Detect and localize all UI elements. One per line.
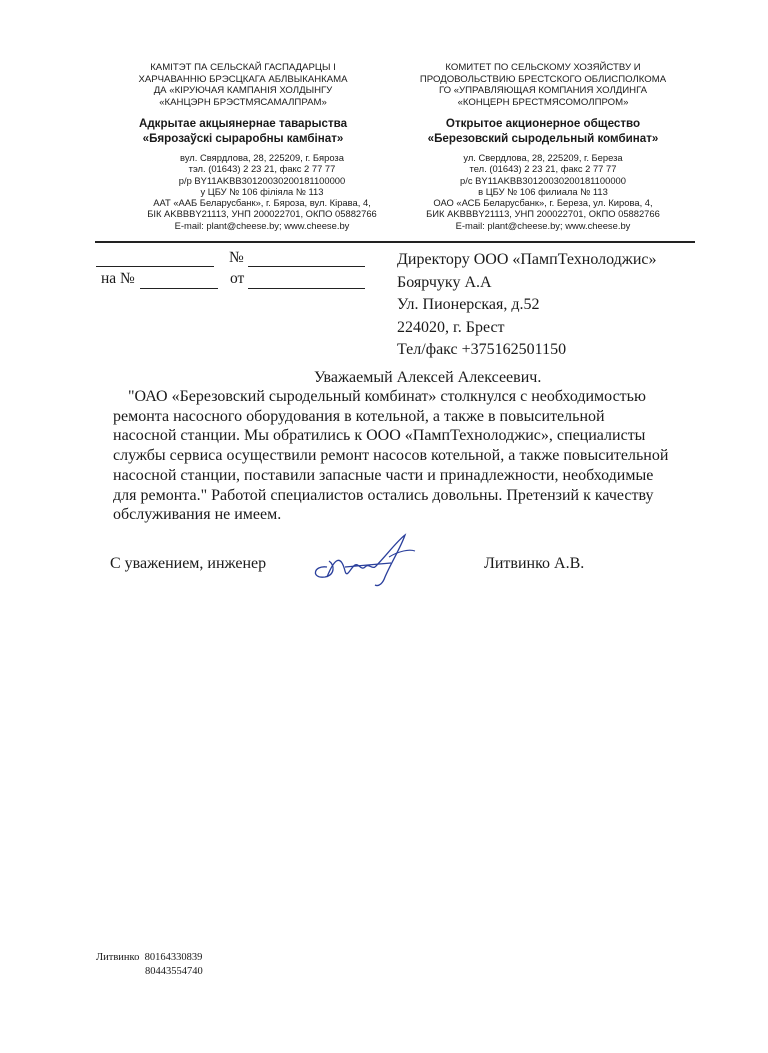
- footer-phone-2: 80443554740: [145, 965, 203, 977]
- letterhead-left-org: [93, 62, 393, 108]
- letterhead-left-detail-line: р/р BY11AKBB30120030200181100000: [178, 174, 346, 186]
- letterhead-right-details: [393, 152, 693, 231]
- letterhead-divider: [95, 241, 695, 243]
- letterhead-right-detail-line: тел. (01643) 2 23 21, факс 2 77 77: [469, 163, 617, 175]
- letterhead-right-detail-line: в ЦБУ № 106 филиала № 113: [478, 185, 608, 197]
- footer-line-1: [96, 951, 203, 965]
- letterhead-right-detail-line: ОАО «АСБ Беларусбанк», г. Береза, ул. Кирова, 4,: [433, 197, 653, 209]
- body-line: ремонта насосного оборудования в котельной, а также в повысительной: [113, 407, 605, 425]
- letterhead-left-detail-line: БІК AKBBBY21113, УНП 200022701, ОКПО 05882766: [147, 208, 377, 220]
- letterhead-left-org-line: КАМІТЭТ ПА СЕЛЬСКАЙ ГАСПАДАРЦЫ І: [150, 62, 336, 73]
- letterhead-right-detail-line: ул. Свердлова, 28, 225209, г. Береза: [463, 152, 623, 163]
- letterhead-left-detail-line: ААТ «ААБ Беларусбанк», г. Бяроза, вул. Кірава, 4,: [153, 197, 371, 209]
- footer-phone-1: 80164330839: [144, 952, 203, 963]
- recipient-line: Тел/факс +375162501150: [397, 341, 567, 358]
- number-value-line: [248, 266, 365, 267]
- letterhead-left-company-line: Адкрытае акцыянернае таварыства: [138, 117, 348, 130]
- contact-footer: [96, 951, 203, 978]
- handwritten-signature: [305, 527, 420, 592]
- letterhead-left-org-line: ХАРЧАВАННЮ БРЭСЦКАГА АБЛВЫКАНКАМА: [138, 73, 348, 85]
- letterhead-left-company-line: «Бярозаўскі сыраробны камбінат»: [142, 131, 344, 145]
- letterhead-left-detail-line: у ЦБУ № 106 філіяла № 113: [200, 185, 324, 197]
- letterhead-left-org-line: «КАНЦЭРН БРЭСТМЯСАМАЛПРАМ»: [159, 96, 327, 108]
- body-line: "ОАО «Березовский сыродельный комбинат» столкнулся с необходимостью: [128, 388, 646, 405]
- signature-label: С уважением, инженер: [110, 555, 267, 572]
- footer-contact-name: Литвинко: [96, 952, 140, 963]
- to-number-label: на №: [101, 270, 135, 287]
- to-number-line: [140, 288, 218, 289]
- body-line: насосной станции, поставили запасные части и принадлежности, необходимые: [113, 466, 654, 484]
- letterhead-left-detail-line: тэл. (01643) 2 23 21, факс 2 77 77: [188, 163, 336, 175]
- recipient-line: Директору ООО «ПампТехнолоджис»: [397, 251, 657, 268]
- letterhead-right: [393, 62, 693, 231]
- letterhead-right-org-line: ГО «УПРАВЛЯЮЩАЯ КОМПАНИЯ ХОЛДИНГА: [438, 85, 648, 96]
- letterhead-right-org: [393, 62, 693, 108]
- letterhead-right-detail-line: E-mail: plant@cheese.by; www.cheese.by: [455, 219, 631, 231]
- from-date-line: [248, 288, 365, 289]
- from-label: от: [230, 270, 245, 287]
- body-line: обслуживания не имеем.: [113, 506, 282, 524]
- letterhead-right-org-line: КОМИТЕТ ПО СЕЛЬСКОМУ ХОЗЯЙСТВУ И: [445, 62, 641, 73]
- body-line: для ремонта." Работой специалистов остались довольны. Претензий к качеству: [113, 486, 654, 504]
- letterhead-right-detail-line: р/с BY11AKBB30120030200181100000: [460, 174, 626, 186]
- letterhead-right-org-line: «КОНЦЕРН БРЕСТМЯСОМОЛПРОМ»: [457, 96, 629, 108]
- letter-body: [113, 387, 728, 525]
- signatory-name: Литвинко А.В.: [484, 555, 585, 572]
- letterhead-left-details: [93, 152, 393, 231]
- letterhead-left-detail-line: вул. Свярдлова, 28, 225209, г. Бяроза: [180, 152, 344, 163]
- number-sign: №: [229, 249, 244, 266]
- letterhead-right-org-line: ПРОДОВОЛЬСТВИЮ БРЕСТСКОГО ОБЛИСПОЛКОМА: [419, 73, 667, 85]
- salutation: Уважаемый Алексей Алексеевич.: [314, 369, 542, 386]
- recipient-line: 224020, г. Брест: [397, 318, 505, 336]
- letterhead-right-company-line: Открытое акционерное общество: [445, 117, 641, 130]
- recipient-block: [397, 249, 657, 362]
- letterhead-right-detail-line: БИК AKBBBY21113, УНП 200022701, ОКПО 05882766: [426, 208, 660, 220]
- outgoing-number-line: [96, 266, 214, 267]
- recipient-line: Ул. Пионерская, д.52: [397, 296, 540, 313]
- letterhead-left: [93, 62, 393, 231]
- letterhead-right-company: [393, 117, 693, 146]
- letterhead-left-company: [93, 117, 393, 146]
- letterhead-right-company-line: «Березовский сыродельный комбинат»: [427, 131, 659, 145]
- body-line: службы сервиса осуществили ремонт насосов котельной, а также повысительной: [113, 447, 669, 465]
- recipient-line: Боярчуку А.А: [397, 273, 492, 291]
- body-line: насосной станции. Мы обратились к ООО «ПампТехнолоджис», специалисты: [113, 427, 646, 445]
- letterhead-left-org-line: ДА «КІРУЮЧАЯ КАМПАНІЯ ХОЛДЫНГУ: [153, 85, 333, 96]
- letterhead-left-detail-line: E-mail: plant@cheese.by; www.cheese.by: [174, 219, 350, 231]
